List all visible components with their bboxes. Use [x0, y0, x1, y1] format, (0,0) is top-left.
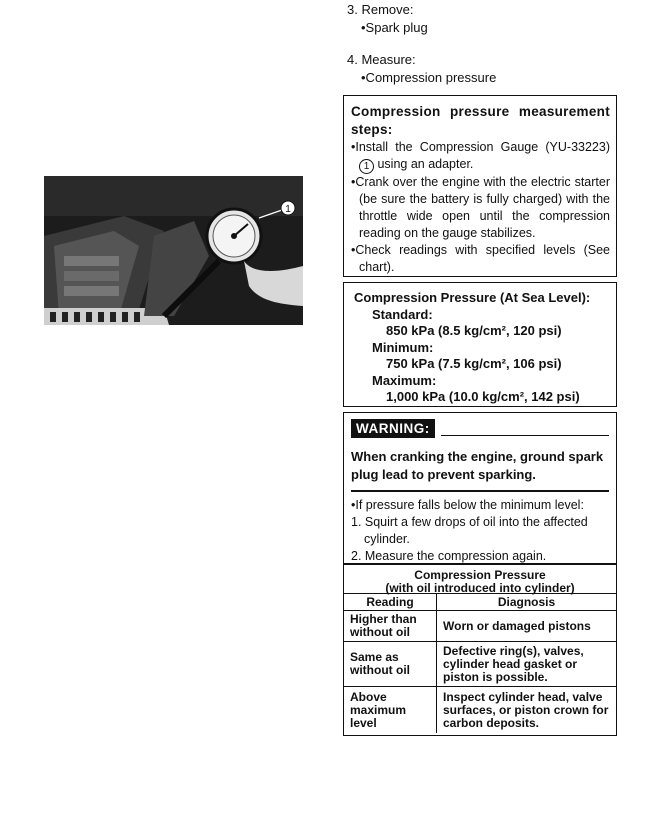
step-3 — [347, 1, 428, 37]
compression-spec-box — [343, 282, 617, 407]
table-subtitle: (with oil introduced into cylinder) — [385, 581, 575, 595]
compression-gauge-photo — [44, 176, 303, 325]
step-4-title: 4. Measure: — [347, 52, 416, 67]
reading-cell: Higher than without oil — [344, 611, 437, 642]
callout-1: 1 — [285, 204, 291, 215]
spec-title: Compression Pressure (At Sea Level): — [354, 290, 591, 305]
col-diagnosis-header: Diagnosis — [437, 594, 617, 611]
measurement-steps-box — [343, 95, 617, 277]
step-bullet-install — [351, 139, 610, 174]
step-bullet-check: •Check readings with specified levels (See chart). — [351, 243, 610, 274]
diagnosis-cell: Worn or damaged pistons — [437, 611, 617, 642]
steps-title: Compression pressure measurement steps: — [351, 104, 610, 137]
low-pressure-step-1-cont: cylinder. — [364, 532, 410, 546]
spec-standard-label: Standard: — [372, 306, 433, 322]
diagnosis-table — [344, 593, 616, 733]
warning-header — [351, 419, 609, 438]
reading-cell: Above maximum level — [344, 687, 437, 734]
reading-cell: Same as without oil — [344, 642, 437, 687]
warning-label: WARNING: — [351, 419, 435, 438]
low-pressure-note: •If pressure falls below the minimum level: — [351, 498, 584, 512]
spec-minimum-label: Minimum: — [372, 339, 434, 355]
warning-text: When cranking the engine, ground spark plug lead to prevent sparking. — [351, 448, 609, 492]
engine-gauge-illustration — [44, 176, 303, 325]
step-4-item: •Compression pressure — [361, 70, 497, 85]
diagnosis-cell: Defective ring(s), valves, cylinder head gasket or piston is possible. — [437, 642, 617, 687]
install-text: •Install the Compression Gauge (YU-33223) — [351, 140, 610, 154]
step-3-title: 3. Remove: — [347, 2, 414, 17]
install-text-end: using an adapter. — [374, 157, 474, 171]
diagnosis-table-box — [343, 564, 617, 736]
table-heading — [344, 565, 616, 593]
spec-maximum-label: Maximum: — [372, 372, 437, 388]
col-reading-header: Reading — [344, 594, 437, 611]
spec-minimum-value: 750 kPa (7.5 kg/cm², 106 psi) — [386, 356, 562, 371]
step-bullet-crank: •Crank over the engine with the electric starter (be sure the battery is fully charged) with the throttle wide open until the compression reading on the gauge stabilizes. — [351, 175, 610, 240]
table-row — [344, 642, 616, 687]
table-header-row — [344, 594, 616, 611]
step-4 — [347, 51, 496, 87]
table-row — [344, 611, 616, 642]
table-row — [344, 687, 616, 734]
low-pressure-step-1: 1. Squirt a few drops of oil into the affected — [351, 515, 588, 529]
callout-1-ref: 1 — [359, 159, 374, 174]
spec-maximum-value: 1,000 kPa (10.0 kg/cm², 142 psi) — [386, 389, 580, 404]
warning-box — [343, 412, 617, 564]
table-title: Compression Pressure — [414, 568, 546, 582]
diagnosis-cell: Inspect cylinder head, valve surfaces, or piston crown for carbon deposits. — [437, 687, 617, 734]
warning-rule — [441, 435, 609, 436]
step-3-item: •Spark plug — [361, 20, 428, 35]
low-pressure-step-2: 2. Measure the compression again. — [351, 549, 547, 563]
spec-standard-value: 850 kPa (8.5 kg/cm², 120 psi) — [386, 323, 562, 338]
